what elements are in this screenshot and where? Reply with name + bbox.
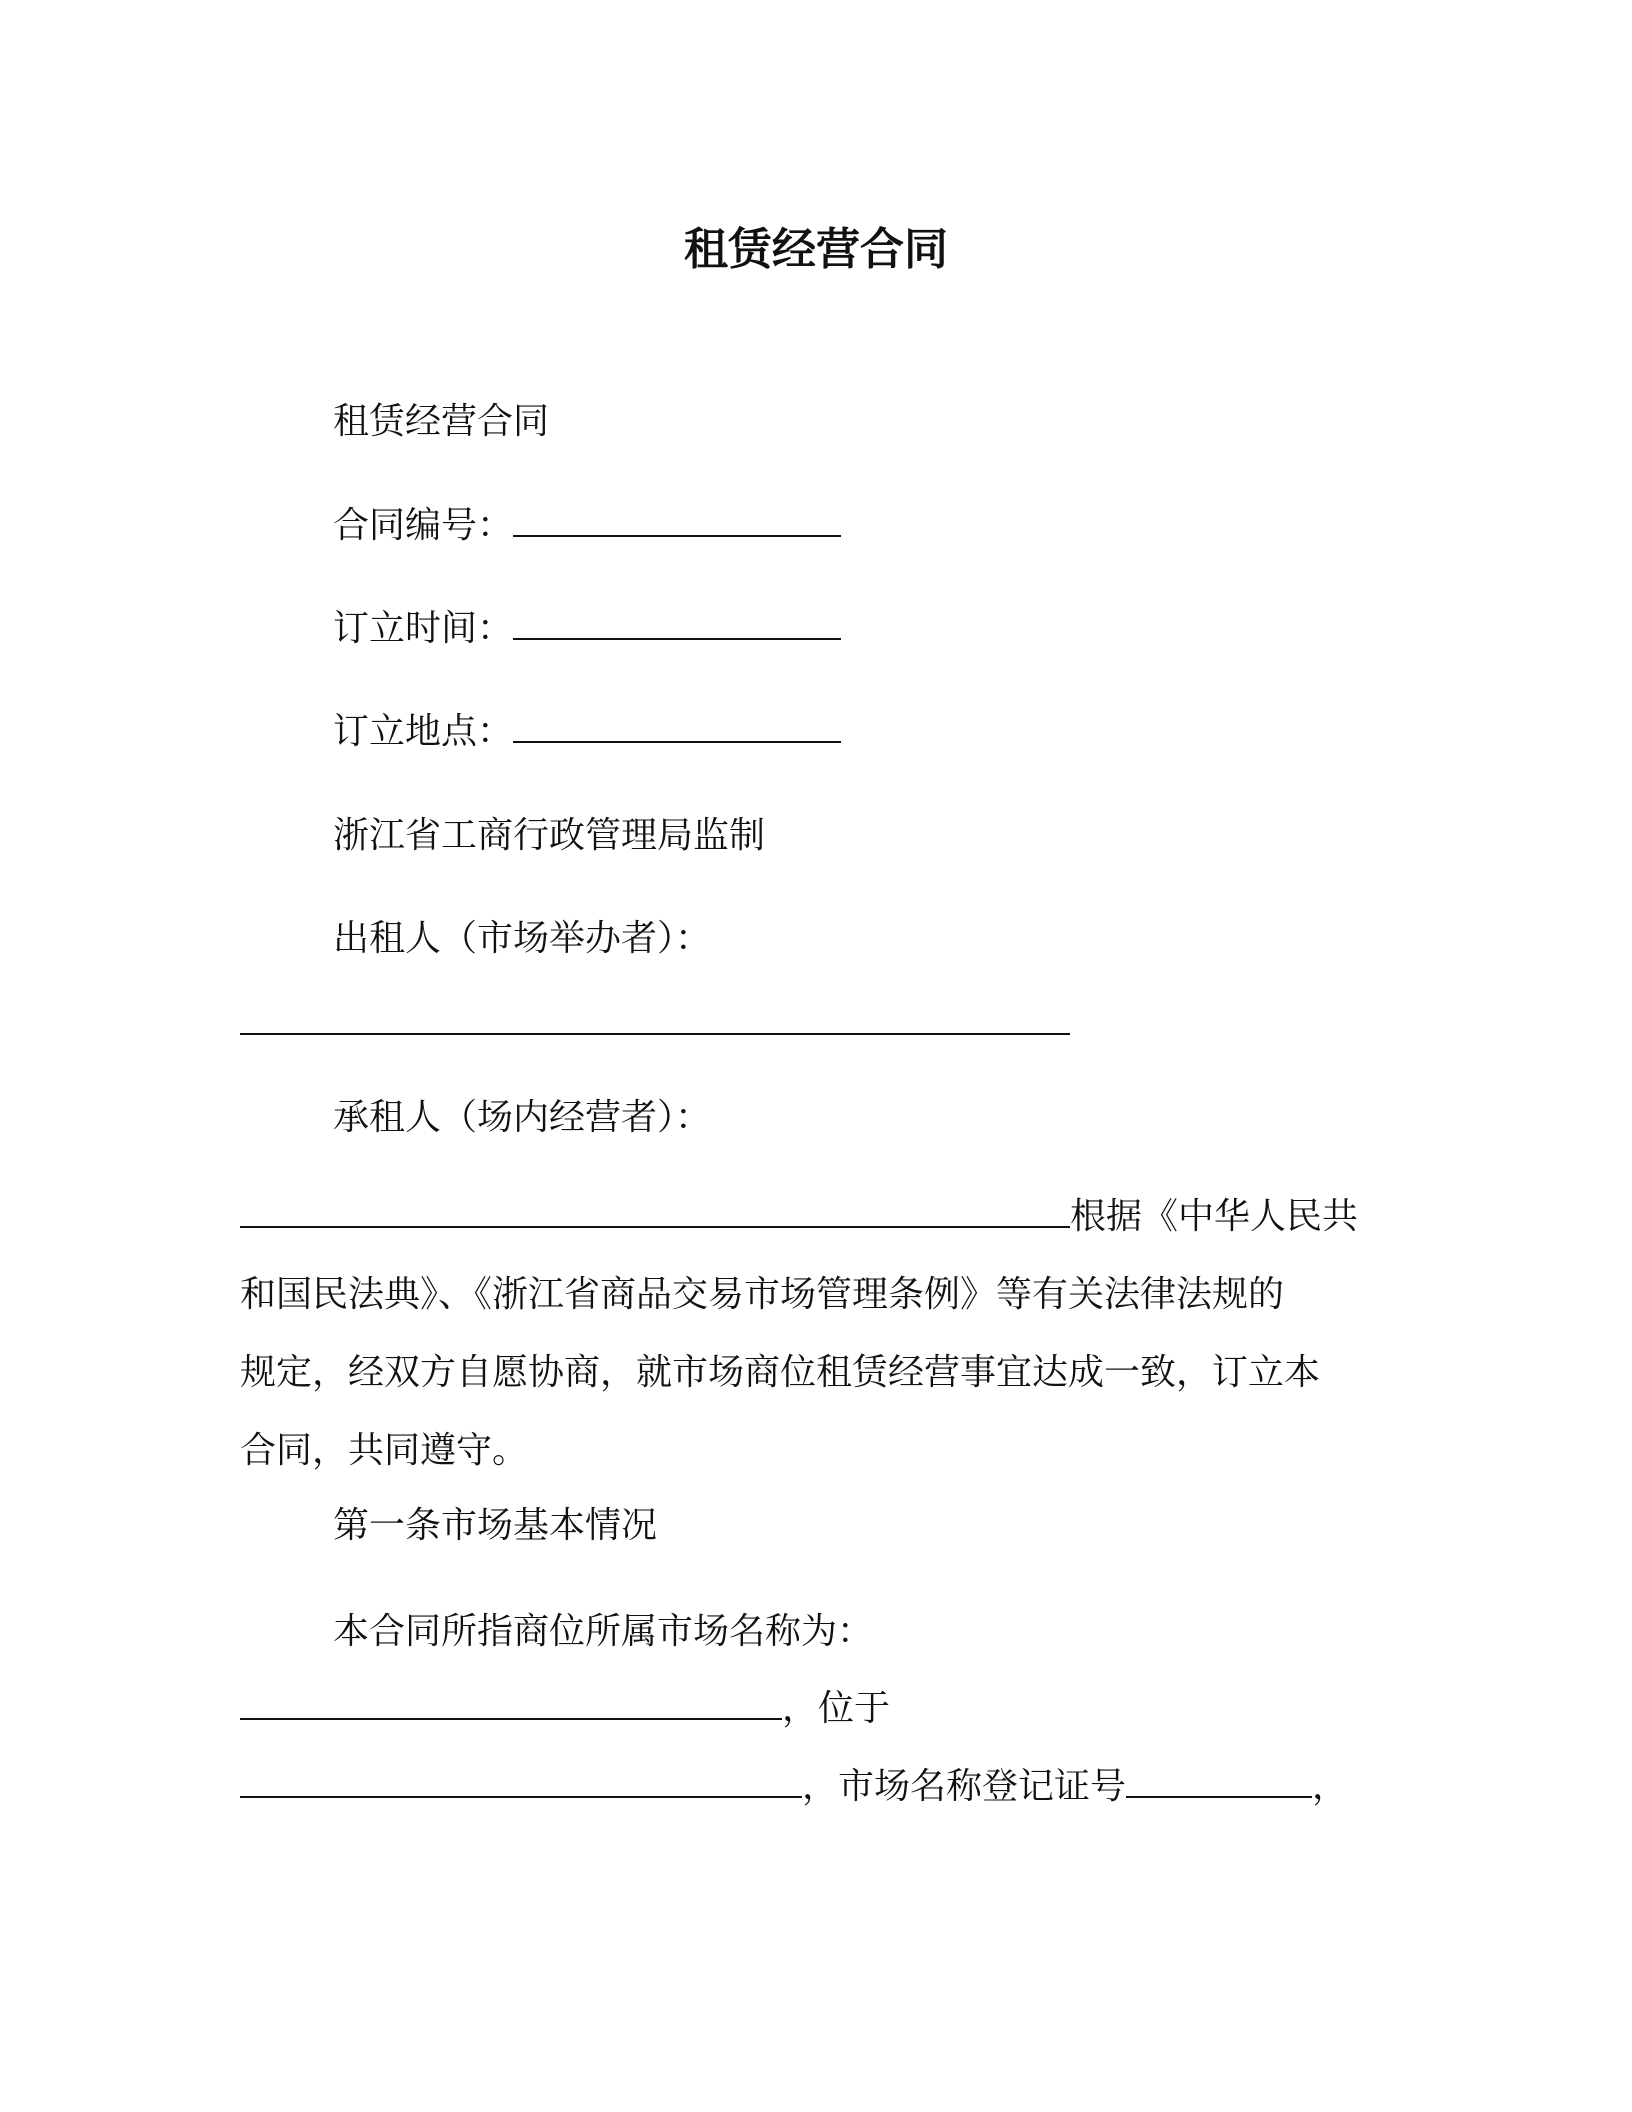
trailing-comma: ， bbox=[1312, 1766, 1349, 1807]
contract-number-blank bbox=[513, 505, 841, 537]
sign-place-blank bbox=[513, 711, 841, 743]
preamble-paragraph bbox=[240, 1178, 1410, 1490]
preamble-line-2: 和国民法典》、《浙江省商品交易市场管理条例》等有关法律法规的 bbox=[240, 1274, 1285, 1315]
market-name-blank bbox=[240, 1688, 782, 1720]
supervisor-note: 浙江省工商行政管理局监制 bbox=[333, 815, 766, 856]
market-name-label: 本合同所指商位所属市场名称为： bbox=[333, 1611, 874, 1652]
lessee-label: 承租人（场内经营者）： bbox=[333, 1097, 712, 1138]
preamble-line-1-text: 根据《中华人民共 bbox=[1070, 1196, 1359, 1237]
market-location-row bbox=[240, 1763, 1348, 1811]
registration-number-blank bbox=[1126, 1766, 1312, 1798]
sign-place-row bbox=[333, 708, 841, 756]
sign-time-blank bbox=[513, 608, 841, 640]
preamble-line-1 bbox=[240, 1178, 1410, 1256]
sign-time-label: 订立时间： bbox=[333, 608, 514, 649]
market-location-blank bbox=[240, 1766, 802, 1798]
lessor-blank-row bbox=[240, 1000, 1070, 1048]
sign-time-row bbox=[333, 605, 841, 653]
market-name-row bbox=[240, 1685, 890, 1733]
article-1-heading: 第一条市场基本情况 bbox=[333, 1505, 658, 1546]
registration-label: ，市场名称登记证号 bbox=[802, 1766, 1127, 1807]
lessor-label: 出租人（市场举办者）： bbox=[333, 918, 712, 959]
contract-number-label: 合同编号： bbox=[333, 505, 514, 546]
contract-number-row bbox=[333, 502, 841, 550]
lessor-blank bbox=[240, 1003, 1070, 1035]
preamble-line-4: 合同，共同遵守。 bbox=[240, 1430, 529, 1471]
located-at-label: ，位于 bbox=[782, 1688, 891, 1729]
sign-place-label: 订立地点： bbox=[333, 711, 514, 752]
lessee-blank bbox=[240, 1196, 1070, 1228]
document-title: 租赁经营合同 bbox=[684, 224, 948, 275]
preamble-line-3: 规定，经双方自愿协商，就市场商位租赁经营事宜达成一致，订立本 bbox=[240, 1352, 1321, 1393]
contract-subtitle: 租赁经营合同 bbox=[333, 401, 550, 442]
